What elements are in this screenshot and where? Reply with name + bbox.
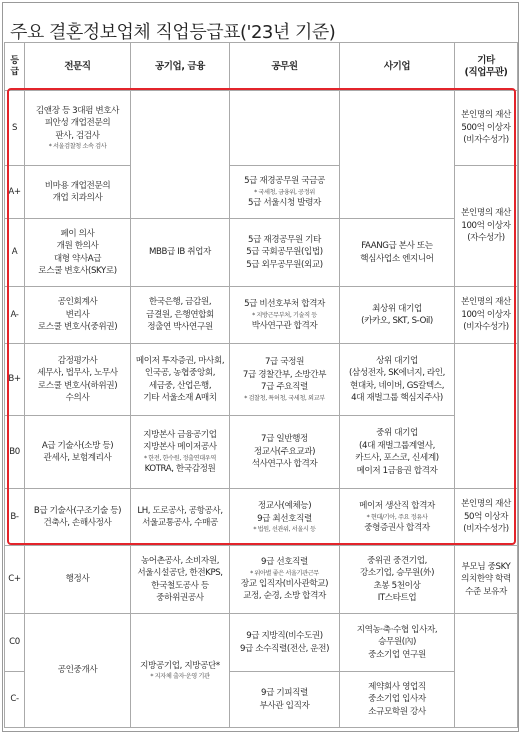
cell-note: * 한전, 한수원, 정출연대우역 xyxy=(144,454,216,462)
cell-professional xyxy=(25,219,131,287)
row-b0 xyxy=(5,416,518,489)
cell-line: 세금중, 산업은행, xyxy=(148,380,212,391)
cell-line: 5급 재경공무원 국금공 xyxy=(244,176,325,186)
cell-line: IT스타트업 xyxy=(377,593,417,603)
cell-private-company xyxy=(340,672,455,728)
cell-line: 박사연구관 합격자 xyxy=(251,320,318,331)
cell-line: 지방본사 메이저공사 xyxy=(143,442,217,453)
header-other: 기타 (직업무관) xyxy=(455,43,518,91)
cell-note: * 현대/기아, 주요 정유사 xyxy=(366,513,428,521)
grade-cell: A+ xyxy=(5,166,25,219)
cell-line: 세무사, 법무사, 노무사 xyxy=(37,368,118,378)
cell-line: 개원 한의사 xyxy=(56,241,99,251)
cell-line: 개업 치과의사 xyxy=(52,193,103,203)
cell-line: 김앤장 등 3대펌 변호사 xyxy=(35,105,120,116)
cell-line: KOTRA, 한국감정원 xyxy=(144,463,216,474)
cell-line: 한국은행, 금감원, xyxy=(148,297,212,308)
cell-line: 공인회계사 xyxy=(57,297,98,308)
grade-cell: A- xyxy=(5,287,25,344)
cell-line: 판사, 검검사 xyxy=(55,130,100,141)
cell-line: 중위권 중견기업, xyxy=(367,555,427,566)
row-b-plus xyxy=(5,344,518,416)
header-grade: 등 급 xyxy=(5,43,25,91)
cell-line: 정출연 박사연구원 xyxy=(147,322,213,333)
cell-line: A급 기술사(소방 등) xyxy=(41,440,114,451)
cell-line: 메이저 투자증권, 마사회, xyxy=(135,355,225,366)
cell-civil-servant xyxy=(230,344,340,416)
cell-line: 5급 외무공무원(외교) xyxy=(246,259,323,270)
cell-line: 강소기업, 승무원(外) xyxy=(359,568,435,578)
cell-line: 대형 약사A급 xyxy=(53,253,102,264)
cell-line: 9급 선호직렬 xyxy=(261,557,308,568)
cell-civil-servant xyxy=(230,166,340,219)
cell-note: * 검찰청, 특허청, 국세청, 외교부 xyxy=(244,394,325,402)
header-civil-servant: 공무원 xyxy=(230,43,340,91)
cell-public-finance xyxy=(131,489,230,546)
cell-line: 4대 재벌그룹 핵심지주사) xyxy=(351,393,443,403)
cell-public-finance xyxy=(131,416,230,489)
cell-private-company xyxy=(340,219,455,287)
cell-line: 페이 의사 xyxy=(60,228,95,239)
cell-line: 본인명의 재산 xyxy=(461,208,511,219)
cell-professional xyxy=(25,91,131,166)
cell-note: * 국세청, 금융위, 공정위 xyxy=(254,188,315,196)
cell-note: * 서울검찰청 소속 검사 xyxy=(48,143,107,151)
cell-professional xyxy=(25,546,131,614)
cell-line: 공인중개사 xyxy=(57,665,98,676)
cell-other xyxy=(455,91,518,166)
cell-line: 본인명의 재산 xyxy=(461,297,511,308)
cell-line: 5급 서울시청 발령자 xyxy=(248,197,321,208)
cell-line: 교정, 순경, 소방 합격자 xyxy=(243,591,326,602)
cell-line: 5급 재경공무원 기타 xyxy=(248,234,321,245)
cell-public-finance xyxy=(131,287,230,344)
cell-line: 서울교통공사, 수매공 xyxy=(142,518,218,528)
cell-line: 50억 이상자 xyxy=(463,511,509,522)
cell-line: 인국공, 농협중앙회, xyxy=(144,368,216,378)
grade-cell: C+ xyxy=(5,546,25,614)
cell-line: (자수성가) xyxy=(467,233,505,244)
cell-line: 중소기업 입사자 xyxy=(368,694,426,705)
cell-civil-servant xyxy=(230,672,340,728)
cell-line: 의치한약 학력 xyxy=(461,574,511,585)
cell-line: 지방공기업, 지방공단* xyxy=(140,660,220,671)
grade-cell: B+ xyxy=(5,344,25,416)
cell-public-finance xyxy=(131,546,230,614)
cell-private-company xyxy=(340,489,455,546)
cell-professional xyxy=(25,489,131,546)
cell-line: 중하위권공사 xyxy=(156,593,204,603)
page-title: 주요 결혼정보업체 직업등급표('23년 기준) xyxy=(10,22,336,43)
cell-note: * 위아별 좋은 서울기관근무 xyxy=(250,569,319,577)
cell-line: 메이저 1금융권 합격자 xyxy=(356,465,438,476)
cell-line: 7급 주요직렬 xyxy=(261,382,308,393)
cell-line: 초봉 5천이상 xyxy=(373,580,421,591)
cell-line: 7급 일반행정 xyxy=(261,434,308,445)
cell-line: 비마용 개업전문의 xyxy=(44,180,111,191)
cell-other xyxy=(455,489,518,546)
cell-line: 9급 지방직(비수도권) xyxy=(246,631,323,641)
cell-civil-servant xyxy=(230,489,340,546)
cell-line: 상위 대기업 xyxy=(376,355,418,366)
cell-private-company xyxy=(340,614,455,672)
cell-professional xyxy=(25,614,131,728)
grade-cell: C0 xyxy=(5,614,25,672)
cell-other xyxy=(455,614,518,728)
grade-cell: B- xyxy=(5,489,25,546)
cell-line: 금결원, 은행연합회 xyxy=(146,309,214,320)
cell-line: 중소기업 연구원 xyxy=(368,649,426,660)
row-c-plus xyxy=(5,546,518,614)
cell-line: (4대 재벌그룹계열사, xyxy=(359,440,435,451)
cell-line: 부모님 중SKY xyxy=(461,561,511,572)
cell-line: 석사연구사 합격자 xyxy=(251,459,318,470)
cell-professional xyxy=(25,416,131,489)
cell-other xyxy=(455,287,518,344)
cell-line: 현대차, 네이버, GS칼텍스, xyxy=(349,380,445,391)
cell-line: MBB급 IB 취업자 xyxy=(149,247,211,258)
cell-line: (카카오, SKT, S-Oil) xyxy=(361,316,433,326)
cell-line: 100억 이상자 xyxy=(461,309,511,320)
header-professional: 전문직 xyxy=(25,43,131,91)
cell-line: 500억 이상자 xyxy=(461,122,511,133)
row-c0 xyxy=(5,614,518,672)
cell-line: 9급 소수직렬(전산, 운전) xyxy=(239,643,330,654)
cell-other xyxy=(455,344,518,489)
cell-civil-servant xyxy=(230,219,340,287)
cell-line: 지역농·축·수협 입사자, xyxy=(356,624,438,635)
cell-line: 정교사(주요교과) xyxy=(253,446,316,457)
cell-line: 7급 경찰간부, 소방간부 xyxy=(242,369,327,380)
cell-public-finance xyxy=(131,614,230,728)
cell-line: 기타 서울소재 A매치 xyxy=(143,393,217,403)
cell-line: (비자수성가) xyxy=(463,135,509,146)
cell-line: 수의사 xyxy=(65,393,90,403)
cell-line: 수준 보유자 xyxy=(465,586,507,597)
cell-public-finance xyxy=(131,91,230,219)
cell-line: (비자수성가) xyxy=(463,524,509,535)
cell-line: 7급 국정원 xyxy=(264,357,304,368)
cell-line: LH, 도로공사, 공항공사, xyxy=(137,505,223,516)
cell-line: 로스쿨 변호사(SKY로) xyxy=(38,266,117,276)
cell-line: 9급 최선호직렬 xyxy=(257,513,312,524)
cell-line: 로스쿨 변호사(하위권) xyxy=(37,380,118,391)
cell-civil-servant xyxy=(230,416,340,489)
cell-other xyxy=(455,546,518,614)
cell-line: 핵심사업소 엔지니어 xyxy=(360,253,434,264)
cell-other xyxy=(455,166,518,287)
grade-cell: B0 xyxy=(5,416,25,489)
cell-line: 서울시설공단, 한전KPS, xyxy=(137,568,223,578)
header-private-company: 사기업 xyxy=(340,43,455,91)
cell-line: 건축사, 손해사정사 xyxy=(43,518,112,528)
cell-professional xyxy=(25,287,131,344)
cell-line: 감정평가사 xyxy=(57,355,98,366)
cell-line: 지방본사 금융공기업 xyxy=(143,429,217,440)
cell-line: 5급 비선호부처 합격자 xyxy=(244,299,325,309)
cell-public-finance xyxy=(131,344,230,416)
cell-civil-servant xyxy=(230,546,340,614)
cell-line: 본인명의 재산 xyxy=(461,110,511,121)
cell-line: 카드사, 포스코, 신세계) xyxy=(355,453,439,463)
cell-line: 소규모학원 강사 xyxy=(368,706,426,717)
cell-line: 변리사 xyxy=(65,309,90,320)
cell-line: 피안성 개업전문의 xyxy=(44,118,111,129)
cell-line: B급 기술사(구조기술 등) xyxy=(33,505,122,516)
grade-cell: A xyxy=(5,219,25,287)
cell-public-finance xyxy=(131,219,230,287)
cell-civil-servant xyxy=(230,614,340,672)
cell-professional xyxy=(25,166,131,219)
cell-note: * 지자체 출자·운영 기관 xyxy=(150,673,210,681)
cell-note: * 지방근무부처, 기술직 등 xyxy=(252,311,317,319)
header-row xyxy=(5,43,518,91)
cell-line: 농어촌공사, 소비자원, xyxy=(140,555,220,566)
cell-line: 행정사 xyxy=(65,574,90,585)
grade-cell: S xyxy=(5,91,25,166)
cell-line: 승무원(內) xyxy=(378,637,416,648)
row-a xyxy=(5,219,518,287)
cell-civil-servant xyxy=(230,287,340,344)
cell-line: 장교 입직자(비사관학교) xyxy=(240,578,329,589)
row-s xyxy=(5,91,518,166)
cell-line: 최상위 대기업 xyxy=(372,303,422,314)
cell-line: 메이저 생산직 합격자 xyxy=(359,501,435,511)
cell-line: FAANG급 본사 또는 xyxy=(361,241,433,251)
cell-line: (비자수성가) xyxy=(463,322,509,333)
cell-line: 100억 이상자 xyxy=(461,220,511,231)
cell-line: 정교사(예체능) xyxy=(257,501,312,511)
cell-private-company xyxy=(340,344,455,416)
job-grade-table xyxy=(4,42,518,728)
cell-line: (삼성전자, SK에너지, 라인, xyxy=(348,368,446,378)
cell-line: 한국철도공사 등 xyxy=(151,580,209,591)
cell-line: 관세사, 보험계리사 xyxy=(43,453,112,463)
cell-private-company xyxy=(340,287,455,344)
cell-private-company xyxy=(340,416,455,489)
cell-private-company xyxy=(340,91,455,219)
cell-line: 부사관 입직자 xyxy=(259,700,310,711)
cell-line: 9급 기피직렬 xyxy=(261,688,308,698)
row-a-minus xyxy=(5,287,518,344)
cell-line: 중형증권사 합격자 xyxy=(364,522,430,533)
cell-note: * 법원, 선관위, 서울시 등 xyxy=(253,526,316,533)
cell-private-company xyxy=(340,546,455,614)
cell-line: 본인명의 재산 xyxy=(461,499,511,510)
header-public-finance: 공기업, 금융 xyxy=(131,43,230,91)
cell-line: 5급 국회공무원(입법) xyxy=(246,247,323,258)
cell-line: 제약회사 영업직 xyxy=(368,681,426,692)
cell-line: 중위 대기업 xyxy=(376,428,418,438)
row-b-minus xyxy=(5,489,518,546)
cell-line: 로스쿨 변호사(중위권) xyxy=(37,322,118,333)
grade-cell: C- xyxy=(5,672,25,728)
cell-professional xyxy=(25,344,131,416)
cell-civil-servant xyxy=(230,91,340,166)
